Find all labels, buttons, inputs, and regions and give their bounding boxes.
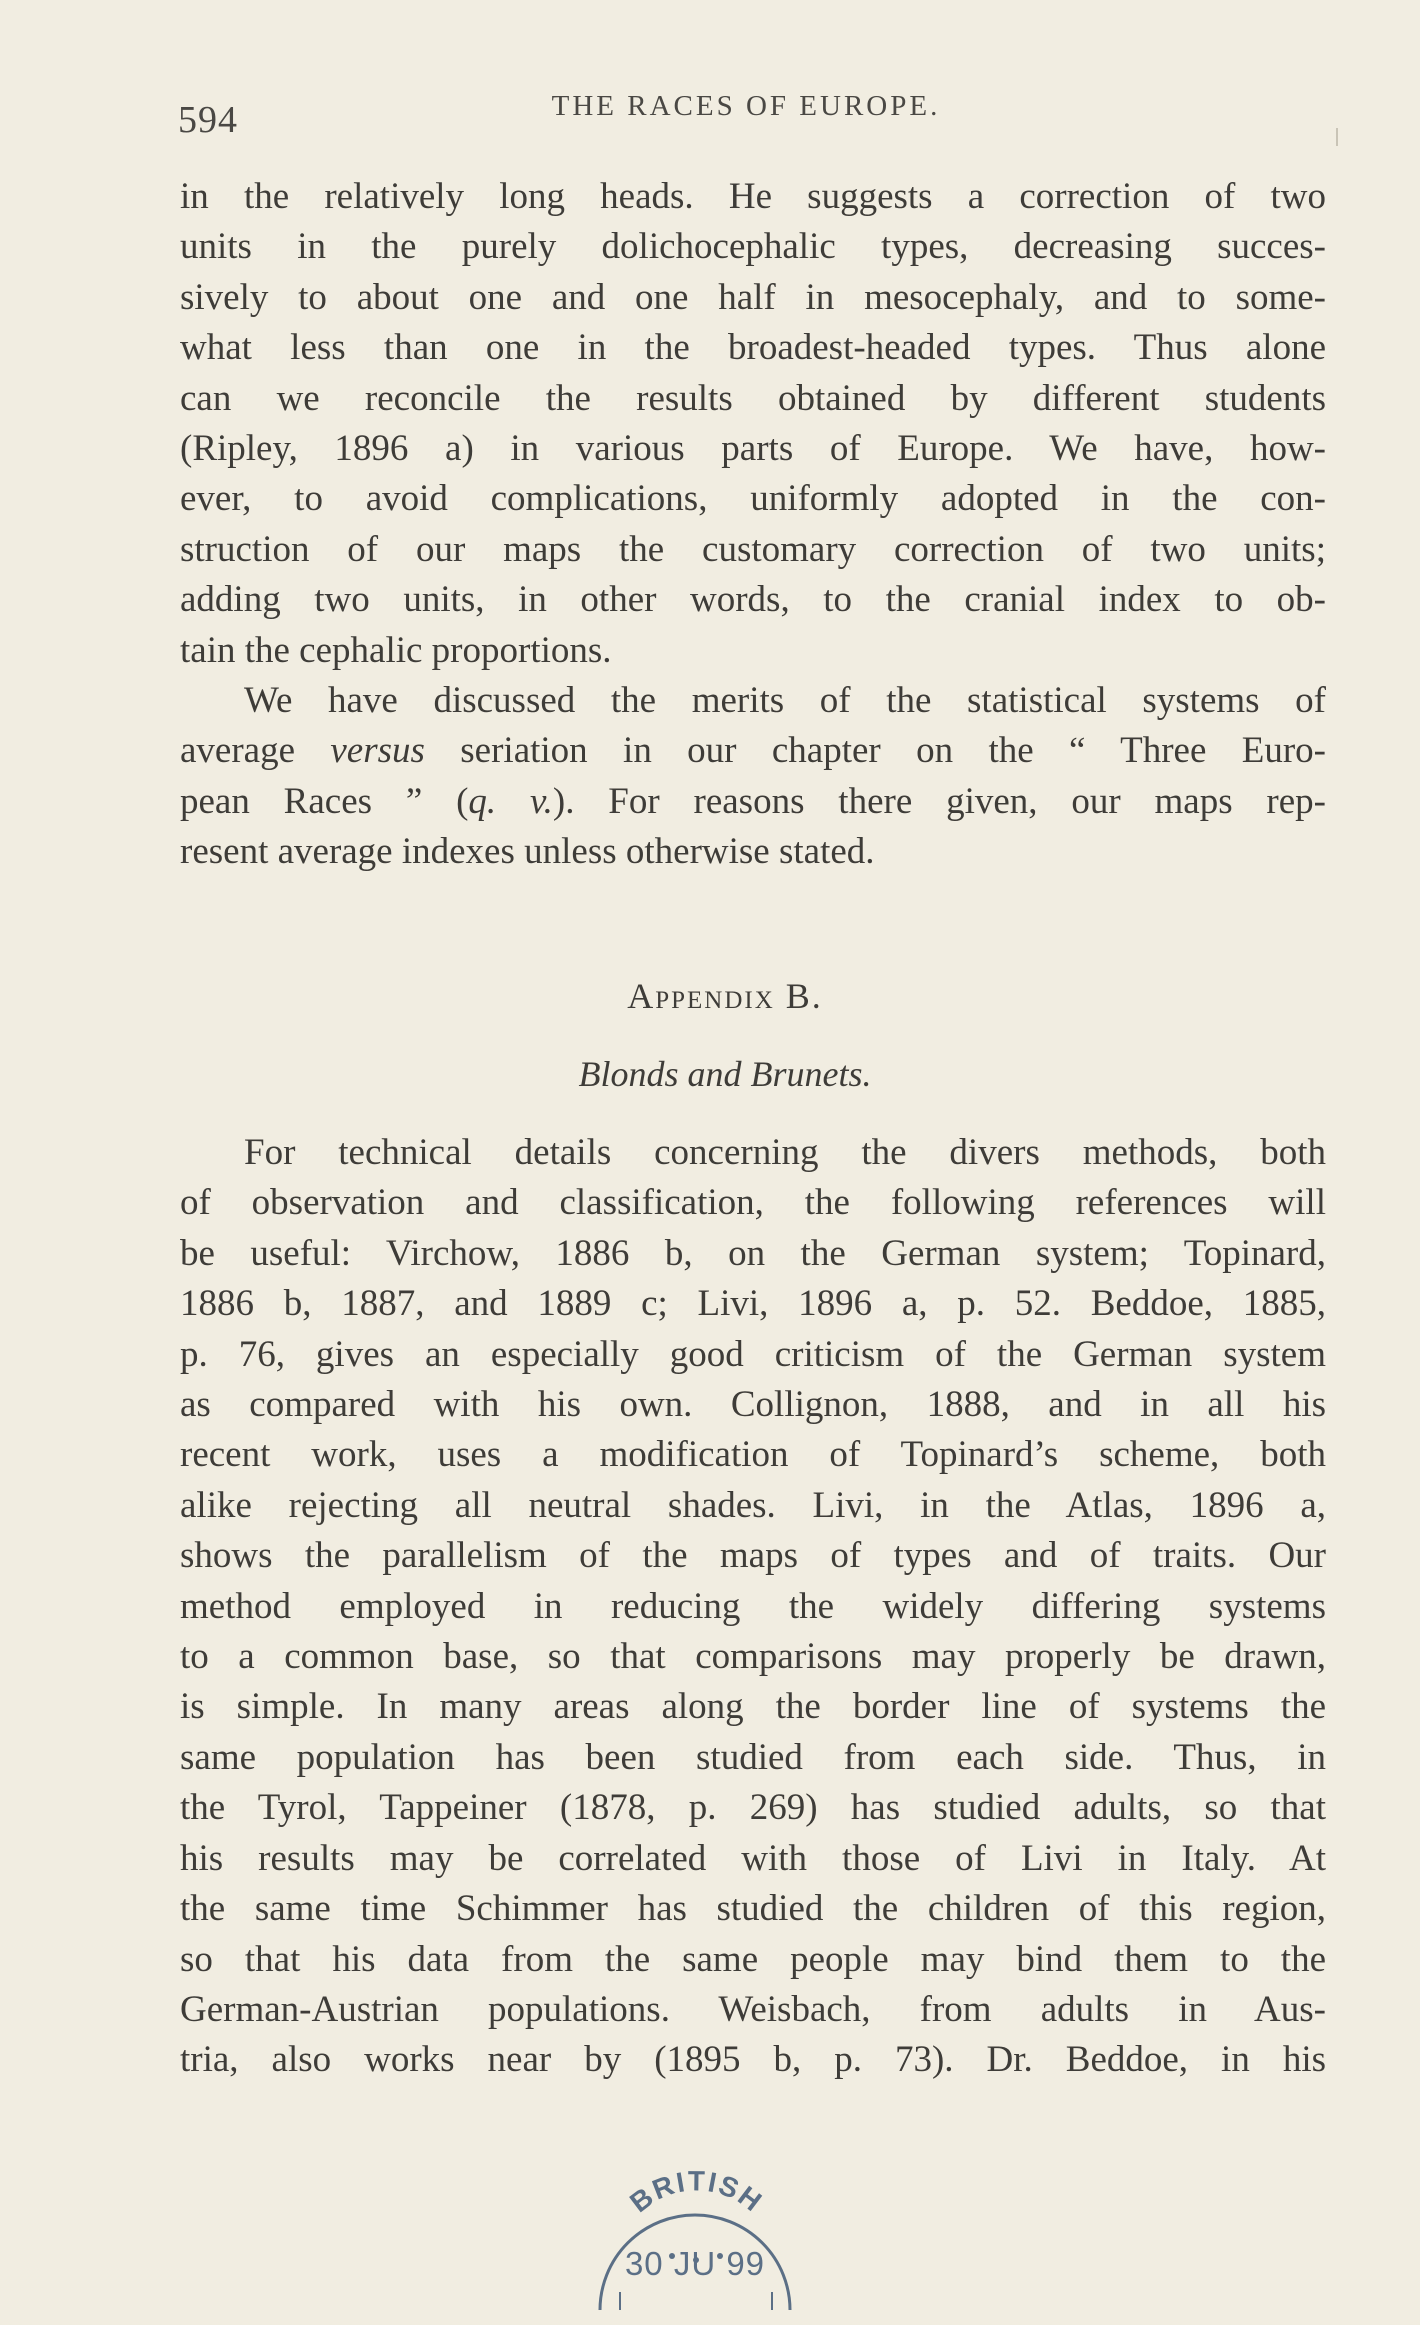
italic-term: versus	[330, 730, 425, 772]
text-line: sively to about one and one half in mesocephaly, and to some-	[180, 276, 1326, 318]
text-line: (Ripley, 1896 a) in various parts of Europe. We have, how-	[180, 428, 1326, 470]
text-segment: pean Races ” (	[180, 780, 469, 822]
text-line: so that his data from the same people may bind them to the	[180, 1938, 1326, 1980]
text-line: tria, also works near by (1895 b, p. 73). Dr. Beddoe, in his	[180, 2039, 1326, 2081]
text-line: ever, to avoid complications, uniformly adopted in the con-	[180, 478, 1326, 520]
running-title	[0, 90, 1420, 123]
text-line: units in the purely dolichocephalic types, decreasing succes-	[180, 226, 1326, 268]
text-line: as compared with his own. Collignon, 1888, and in all his	[180, 1384, 1326, 1426]
stamp-date: 30 JU 99	[624, 2245, 766, 2282]
stamp-seal-icon	[580, 2160, 810, 2320]
text-line	[180, 726, 1326, 776]
text-line: shows the parallelism of the maps of types and of traits. Our	[180, 1535, 1326, 1577]
text-line: same population has been studied from each side. Thus, in	[180, 1736, 1326, 1778]
paragraph-continuation	[180, 172, 1326, 676]
text-line: 1886 b, 1887, and 1889 c; Livi, 1896 a, p. 52. Beddoe, 1885,	[180, 1283, 1326, 1325]
running-title-text: THE RACES OF EUROPE.	[551, 90, 941, 122]
appendix-subheading-text: Blonds and Brunets.	[578, 1054, 872, 1094]
svg-text:BRITISH: BRITISH	[624, 2165, 769, 2219]
text-line: can we reconcile the results obtained by different students	[180, 377, 1326, 419]
italic-term: q. v.	[468, 780, 553, 822]
text-line: adding two units, in other words, to the cranial index to ob-	[180, 579, 1326, 621]
paragraph-appendix	[180, 1128, 1326, 2086]
text-line: tain the cephalic proportions.	[180, 629, 612, 671]
text-line: resent average indexes unless otherwise stated.	[180, 831, 875, 873]
text-segment: average	[180, 730, 331, 772]
page-number: 594	[178, 99, 238, 141]
text-line: to a common base, so that comparisons may properly be drawn,	[180, 1636, 1326, 1678]
text-line: We have discussed the merits of the statistical systems of	[244, 680, 1326, 721]
text-line: of observation and classification, the following references will	[180, 1182, 1326, 1224]
text-segment: seriation in our chapter on the “ Three Euro-	[424, 730, 1326, 772]
library-stamp	[580, 2160, 810, 2320]
text-line: what less than one in the broadest-headed types. Thus alone	[180, 327, 1326, 369]
text-line: For technical details concerning the divers methods, both	[244, 1132, 1326, 1173]
appendix-heading-text: Appendix B.	[627, 976, 823, 1016]
text-line: p. 76, gives an especially good criticism of the German system	[180, 1333, 1326, 1375]
text-line: is simple. In many areas along the border line of systems the	[180, 1686, 1326, 1728]
text-line: alike rejecting all neutral shades. Livi, in the Atlas, 1896 a,	[180, 1484, 1326, 1526]
appendix-subheading	[0, 1053, 1420, 1095]
text-line: struction of our maps the customary correction of two units;	[180, 528, 1326, 570]
text-line: his results may be correlated with those of Livi in Italy. At	[180, 1837, 1326, 1879]
margin-mark	[1336, 128, 1338, 146]
text-line: in the relatively long heads. He suggests a correction of two	[180, 176, 1326, 217]
text-line: be useful: Virchow, 1886 b, on the German system; Topinard,	[180, 1232, 1326, 1274]
text-line: the Tyrol, Tappeiner (1878, p. 269) has studied adults, so that	[180, 1787, 1326, 1829]
text-line: the same time Schimmer has studied the children of this region,	[180, 1888, 1326, 1930]
text-line: method employed in reducing the widely differing systems	[180, 1585, 1326, 1627]
appendix-heading	[0, 975, 1420, 1017]
paragraph-averages	[180, 676, 1326, 878]
text-line: German-Austrian populations. Weisbach, from adults in Aus-	[180, 1988, 1326, 2030]
text-line: recent work, uses a modification of Topinard’s scheme, both	[180, 1434, 1326, 1476]
text-segment: ). For reasons there given, our maps rep-	[552, 780, 1326, 822]
text-line	[180, 777, 1326, 827]
